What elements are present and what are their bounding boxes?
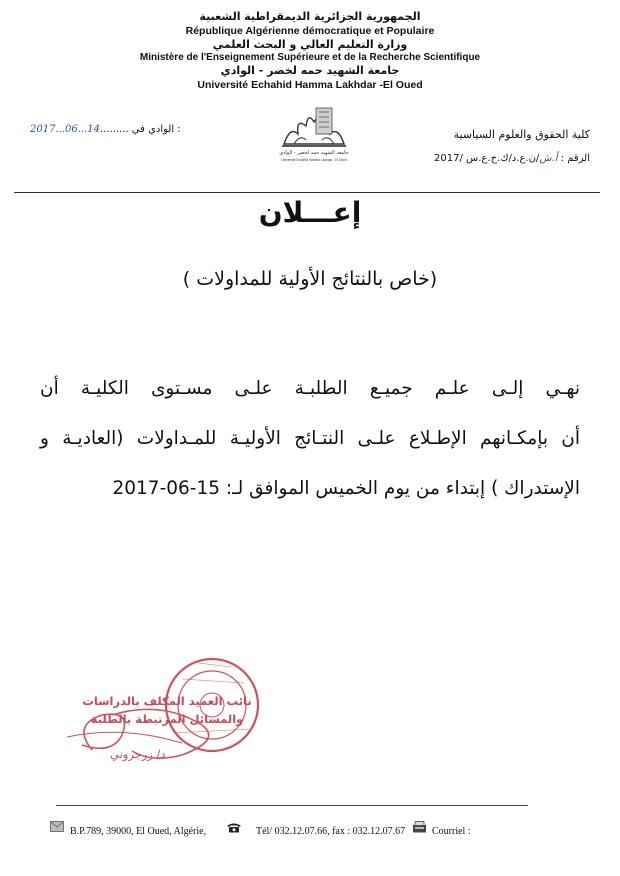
header-ministry-ar: وزارة التعليم العالي و البحث العلمي	[212, 38, 408, 51]
announcement-body-line-2: أن بإمكـانهم الإطـلاع علـى النتـائج الأوليـة للمـداولات (العاديـة و	[40, 428, 580, 449]
date-dots: .........	[99, 124, 129, 135]
header-republic-fr: République Algérienne démocratique et Populaire	[185, 25, 435, 37]
header-ministry-fr: Ministère de l'Enseignement Supérieure et de la Recherche Scientifique	[139, 52, 481, 63]
reference-number	[434, 153, 590, 164]
announcement-title: إعـــلان	[258, 196, 362, 229]
university-logo-icon	[276, 104, 352, 164]
faculty-name: كلية الحقوق والعلوم السياسية	[453, 128, 590, 141]
announcement-body-line-1: نهـي إلـى علـم جميـع الطلبـة علـى مسـتوى الكليـة أن	[40, 378, 580, 399]
reference-handwritten: أ.ش	[539, 153, 558, 164]
place-label: الوادي في :	[131, 124, 181, 135]
logo-caption-ar: جامعة الشهيد حمه لخضر - الوادي	[279, 150, 349, 156]
footer-divider	[56, 805, 528, 806]
reference-code: /ن.ع.د/ك.ح.ع.س /2017	[434, 153, 540, 164]
signer-title-line-1: نائب العميد المكلف بالدراسات	[82, 694, 252, 708]
footer-tel-fax: Tél/ 032.12.07.66, fax : 032.12.07.67	[256, 826, 406, 837]
footer-address: B.P.789, 39000, El Oued, Algérie,	[70, 826, 207, 837]
header-divider	[14, 192, 600, 193]
announcement-subtitle: (خاص بالنتائج الأولية للمداولات )	[182, 268, 438, 290]
fax-icon	[412, 821, 427, 833]
header-university-ar: جامعة الشهيد حمه لخضر - الوادي	[220, 64, 400, 77]
footer-email-label: Courriel :	[432, 826, 471, 837]
signer-name: د/ زرجروني	[110, 747, 166, 761]
envelope-icon	[50, 821, 64, 832]
announcement-body-line-3: الإستدراك ) إبتداء من يوم الخميس الموافق لـ: 15-06-2017	[112, 478, 580, 499]
header-republic-ar: الجمهورية الجزائرية الديمقراطية الشعبية	[199, 10, 421, 23]
logo-caption-fr: Université Echahid Hamma Lakhdar - El Oued	[281, 158, 347, 162]
place-date	[30, 124, 181, 135]
date-handwritten: 2017...06...14	[30, 124, 100, 135]
telephone-icon	[226, 822, 242, 833]
signer-title-line-2: والمسائل المرتبطة بالطلبة	[90, 712, 244, 726]
header-university-fr: Université Echahid Hamma Lakhdar -El Oued	[197, 79, 423, 91]
reference-label: الرقم :	[560, 153, 590, 164]
